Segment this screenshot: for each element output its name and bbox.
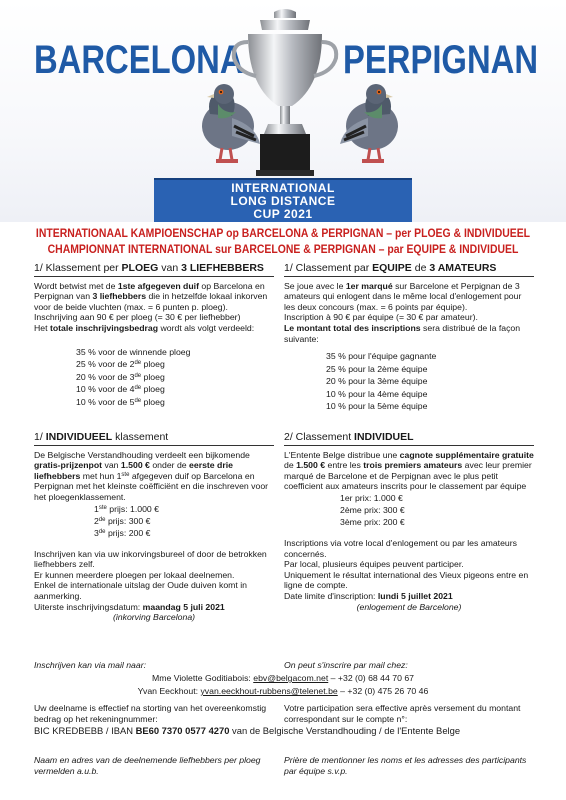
list-item: 35 % voor de winnende ploeg	[76, 346, 191, 357]
section-heading: 1/ Klassement per PLOEG van 3 LIEFHEBBERS	[34, 263, 274, 277]
payment-fr: Votre participation sera effective après versement du montant correspondant sur le compte n°:	[284, 703, 521, 724]
deadline-note: (inkorving Barcelona)	[112, 612, 196, 623]
individual-section-fr	[284, 432, 534, 612]
cup-banner	[154, 178, 412, 222]
paragraph: Inschrijving aan 90 € per ploeg (= 30 € per liefhebber)	[34, 312, 241, 323]
list-item: 35 % pour l'équipe gagnante	[326, 351, 437, 362]
paragraph: Enkel de internationale uitslag der Oude duiven komt in aanmerking.	[34, 580, 247, 601]
paragraph: De Belgische Verstandhouding verdeelt een bijkomende gratis-prijzenpot van 1.500 € onder de eerste drie liefhebbers met hun 1ste afgegeven duif op Barcelona en Perpignan met het kleinste coëfficiënt en die inschreven voor het ploegenklassement.	[34, 449, 269, 502]
prize-list	[284, 492, 534, 528]
list-item: 1er prix: 1.000 €	[340, 492, 403, 503]
trophy-icon	[230, 6, 340, 178]
list-item: 1ste prijs: 1.000 €	[94, 503, 160, 514]
distribution-list	[34, 346, 274, 409]
list-item: 10 % pour la 4ème équipe	[326, 388, 428, 399]
payment-nl: Uw deelname is effectief na storting van het overeenkomstig bedrag op het rekeningnummer:	[34, 703, 267, 724]
list-item: 3de prijs: 200 €	[94, 527, 151, 538]
email-link[interactable]: ebv@belgacom.net	[253, 673, 329, 683]
prize-list	[34, 503, 274, 539]
footer-note-fr: Prière de mentionner les noms et les adresses des participants par équipe s.v.p.	[284, 755, 527, 776]
mail-label-fr: On peut s'inscrire par mail chez:	[284, 660, 408, 670]
title-perpignan: PERPIGNAN	[343, 38, 539, 82]
list-item: 10 % voor de 4de ploeg	[76, 384, 165, 395]
headline-fr: CHAMPIONNAT INTERNATIONAL sur BARCELONE & PERPIGNAN – par EQUIPE & INDIVIDUEL	[47, 243, 519, 256]
pigeon-icon	[338, 74, 412, 166]
paragraph: Par local, plusieurs équipes peuvent participer.	[284, 559, 464, 570]
paragraph: Se joue avec le 1er marqué sur Barcelone et Perpignan de 3 amateurs qui enlogent dans le même local d'enlogement pour les deux concours (max. = 6 points par équipe).	[284, 280, 522, 312]
section-heading: 2/ Classement INDIVIDUEL	[284, 432, 534, 446]
banner-line: CUP 2021	[253, 207, 313, 221]
paragraph: Uniquement le résultat international des Vieux pigeons entre en ligne de compte.	[284, 569, 529, 591]
list-item: 25 % pour la 2ème équipe	[326, 363, 428, 374]
team-section-fr	[284, 263, 534, 413]
mail-label-nl: Inschrijven kan via mail naar:	[34, 660, 147, 670]
list-item: 2de prijs: 300 €	[94, 515, 151, 526]
list-item: 20 % pour la 3ème équipe	[326, 376, 428, 387]
email-link[interactable]: yvan.eeckhout-rubbens@telenet.be	[200, 686, 338, 696]
banner-line: INTERNATIONAL	[231, 181, 335, 195]
contact-line-2: Yvan Eeckhout: yvan.eeckhout-rubbens@telenet.be – +32 (0) 475 26 70 46	[137, 686, 429, 696]
banner-line: LONG DISTANCE	[230, 194, 336, 208]
list-item: 2ème prix: 300 €	[340, 504, 405, 515]
footer-note-nl: Naam en adres van de deelnemende liefhebbers per ploeg vermelden a.u.b.	[34, 755, 261, 776]
paragraph: Inscription à 90 € par équipe (= 30 € par amateur).	[284, 312, 478, 323]
headline-nl: INTERNATIONAAL KAMPIOENSCHAP op BARCELONA & PERPIGNAN – per PLOEG & INDIVIDUEEL	[35, 227, 531, 240]
list-item: 20 % voor de 3de ploeg	[76, 371, 165, 382]
list-item: 25 % voor de 2de ploeg	[76, 359, 165, 370]
section-heading: 1/ Classement par EQUIPE de 3 AMATEURS	[284, 263, 534, 277]
list-item: 3ème prix: 200 €	[340, 516, 405, 527]
team-section-nl	[34, 263, 274, 408]
individual-section-nl	[34, 432, 274, 623]
paragraph: L'Entente Belge distribue une cagnote supplémentaire gratuite de 1.500 € entre les trois premiers amateurs avec leur premier marqué de Barcelone et de Perpignan avec le plus petit coefficient aux amateurs inscrits pour le classement par équipe	[284, 449, 534, 492]
paragraph: Inschrijven kan via uw inkorvingsbureel of door de betrokken liefhebbers zelf.	[34, 548, 267, 570]
list-item: 10 % pour la 5ème équipe	[326, 401, 428, 412]
paragraph: Inscriptions via votre local d'enlogement ou par les amateurs concernés.	[284, 537, 517, 559]
header	[0, 0, 566, 222]
deadline: Uiterste inschrijvingsdatum: maandag 5 juli 2021	[34, 601, 225, 612]
contact-line-1: Mme Violette Goditiabois: ebv@belgacom.net – +32 (0) 68 44 70 67	[152, 673, 414, 683]
paragraph: Le montant total des inscriptions sera distribué de la façon suivante:	[284, 322, 521, 344]
paragraph: Wordt betwist met de 1ste afgegeven duif op Barcelona en Perpignan van 3 liefhebbers die in hetzelfde lokaal inkorven voor de beide vluchten (max. = 6 punten p. ploeg).	[34, 280, 268, 312]
list-item: 10 % voor de 5de ploeg	[76, 396, 165, 407]
deadline-note: (enlogement de Barcelone)	[356, 601, 462, 612]
bank-account: BIC KREDBEBB / IBAN BE60 7370 0577 4270 van de Belgische Verstandhouding / de l'Entente Belge	[34, 725, 461, 736]
distribution-list	[284, 350, 534, 413]
deadline: Date limite d'inscription: lundi 5 juillet 2021	[284, 590, 453, 601]
paragraph: Er kunnen meerdere ploegen per lokaal deelnemen.	[34, 569, 235, 580]
paragraph: Het totale inschrijvingsbedrag wordt als volgt verdeeld:	[34, 322, 255, 333]
section-heading: 1/ INDIVIDUEEL klassement	[34, 432, 274, 446]
title-barcelona: BARCELONA	[34, 38, 244, 82]
